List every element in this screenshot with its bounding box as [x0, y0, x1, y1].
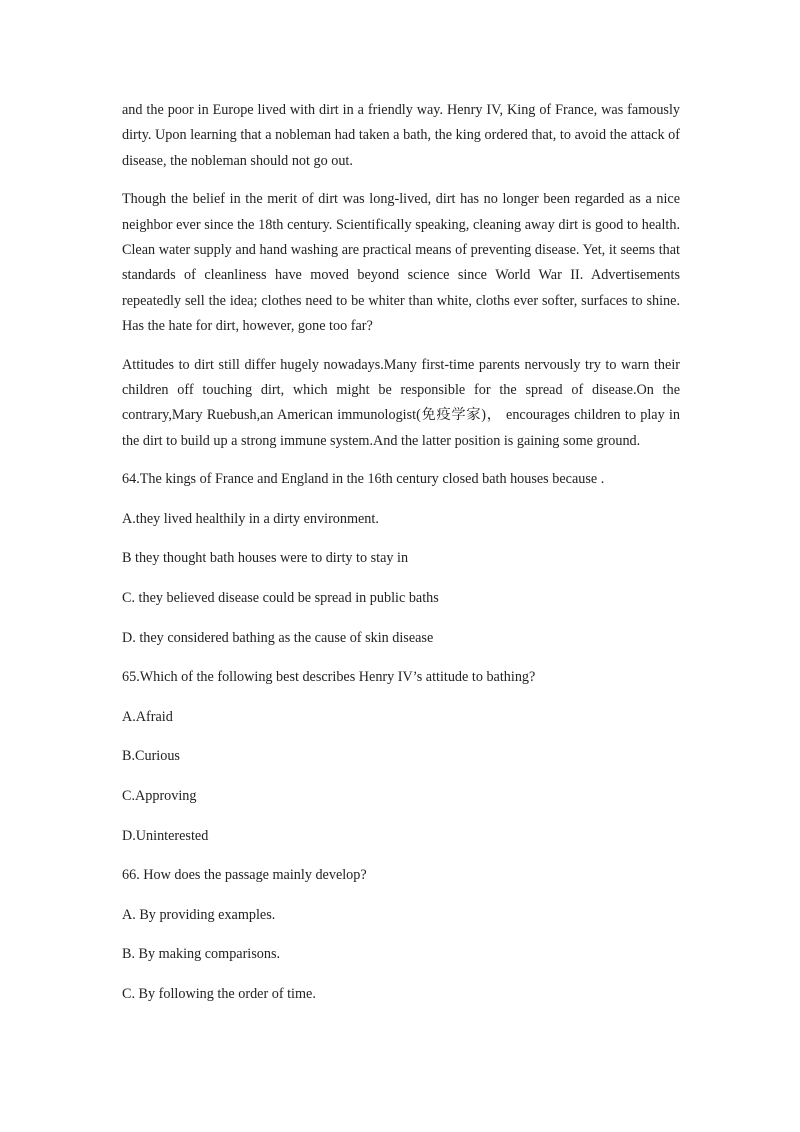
answer-option: D. they considered bathing as the cause of skin disease [122, 629, 434, 646]
passage-paragraph: and the poor in Europe lived with dirt in a friendly way. Henry IV, King of France, was famously dirty. Upon learning that a nobleman had taken a bath, the king ordered that, to avoid the attack of disease, the nobleman should not go out. [122, 102, 680, 169]
passage-paragraph: Though the belief in the merit of dirt was long-lived, dirt has no longer been regarded as a nice neighbor ever since the 18th century. Scientifically speaking, cleaning away dirt is good to health. Clean water supply and hand washing are practical means of preventing disease. Yet, it seems that standards of cleanliness have moved beyond science since World War II. Advertisements repeatedly sell the idea; clothes need to be whiter than white, cloths ever softer, surfaces to shine. Has the hate for dirt, however, gone too far? [122, 191, 680, 335]
answer-option: C.Approving [122, 788, 197, 805]
answer-option: C. By following the order of time. [122, 986, 316, 1002]
answer-option: D.Uninterested [122, 827, 209, 844]
answer-option: A.Afraid [122, 708, 173, 725]
answer-option: A. By providing examples. [122, 906, 276, 923]
document-page [122, 98, 680, 1022]
answer-option: B they thought bath houses were to dirty to stay in [122, 550, 409, 567]
answer-option: C. they believed disease could be spread in public baths [122, 590, 439, 607]
answer-option: B. By making comparisons. [122, 946, 281, 963]
question-stem: 64.The kings of France and England in the 16th century closed bath houses because . [122, 471, 605, 488]
answer-option: A.they lived healthily in a dirty environment. [122, 510, 379, 527]
answer-option: B.Curious [122, 748, 180, 765]
passage-paragraph: Attitudes to dirt still differ hugely nowadays.Many first-time parents nervously try to warn their children off touching dirt, which might be responsible for the spread of disease.On the contrary,Mary Ruebush,an American immunologist(免疫学家)， encourages children to play in the dirt to build up a strong immune system.And the latter position is gaining some ground. [122, 356, 680, 449]
question-stem: 66. How does the passage mainly develop? [122, 867, 367, 884]
question-stem: 65.Which of the following best describes Henry IV’s attitude to bathing? [122, 669, 536, 686]
